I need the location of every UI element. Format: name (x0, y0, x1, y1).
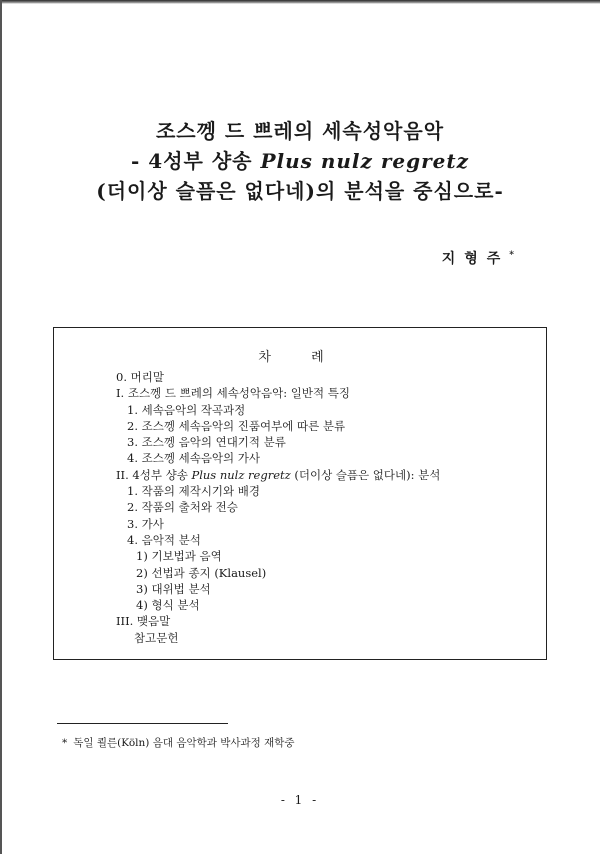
toc-item: 1. 세속음악의 작곡과정 (127, 402, 246, 417)
table-of-contents (53, 327, 547, 660)
footnote-mark: * (62, 737, 68, 749)
toc-item: 2. 조스껭 세속음악의 진품여부에 따른 분류 (127, 418, 346, 433)
toc-item-prefix: II. 4성부 샹송 (116, 467, 192, 482)
toc-item-suffix: (더이상 슬픔은 없다네): 분석 (290, 467, 441, 482)
toc-item: 0. 머리말 (116, 370, 164, 384)
footnote-divider (57, 723, 228, 724)
title-line-3: (더이상 슬픔은 없다네)의 분석을 중심으로- (96, 179, 504, 203)
toc-item: 1) 기보법과 음역 (136, 549, 222, 564)
toc-item: 2. 작품의 출처와 전승 (127, 500, 238, 515)
author-name: 지형주 (441, 251, 510, 267)
title-line-2 (0, 146, 600, 176)
toc-item: III. 맺음말 (116, 614, 171, 629)
toc-item: 4. 음악적 분석 (127, 532, 201, 547)
toc-item: 참고문헌 (134, 630, 179, 645)
toc-item: 3. 조스껭 음악의 연대기적 분류 (127, 435, 286, 450)
title-line-2-prefix: - 4성부 샹송 (131, 149, 261, 173)
toc-list (116, 369, 440, 646)
toc-item: 2) 선법과 종지 (Klausel) (136, 565, 267, 580)
title-line-1: 조스껭 드 쁘레의 세속성악음악 (155, 119, 445, 143)
toc-item: 3) 대위법 분석 (136, 581, 211, 596)
toc-item: 4. 조스껭 세속음악의 가사 (127, 451, 261, 466)
footnote (62, 735, 295, 750)
toc-item (116, 467, 440, 483)
footnote-text: 독일 쾰른(Köln) 음대 음악학과 박사과정 재학중 (73, 737, 295, 749)
toc-item: I. 조스껭 드 쁘레의 세속성악음악: 일반적 특징 (116, 386, 350, 401)
toc-item-italic: Plus nulz regretz (191, 467, 291, 482)
page-number: - 1 - (280, 793, 320, 807)
scan-edge (0, 0, 600, 4)
toc-item: 1. 작품의 제작시기와 배경 (127, 484, 261, 499)
toc-item: 4) 형식 분석 (136, 598, 200, 613)
paper-title (0, 116, 600, 206)
title-line-2-italic: Plus nulz regretz (260, 149, 469, 173)
toc-item: 3. 가사 (127, 516, 164, 531)
author-footnote-mark: * (509, 250, 514, 261)
toc-heading: 차 례 (258, 350, 342, 365)
author (442, 248, 514, 268)
